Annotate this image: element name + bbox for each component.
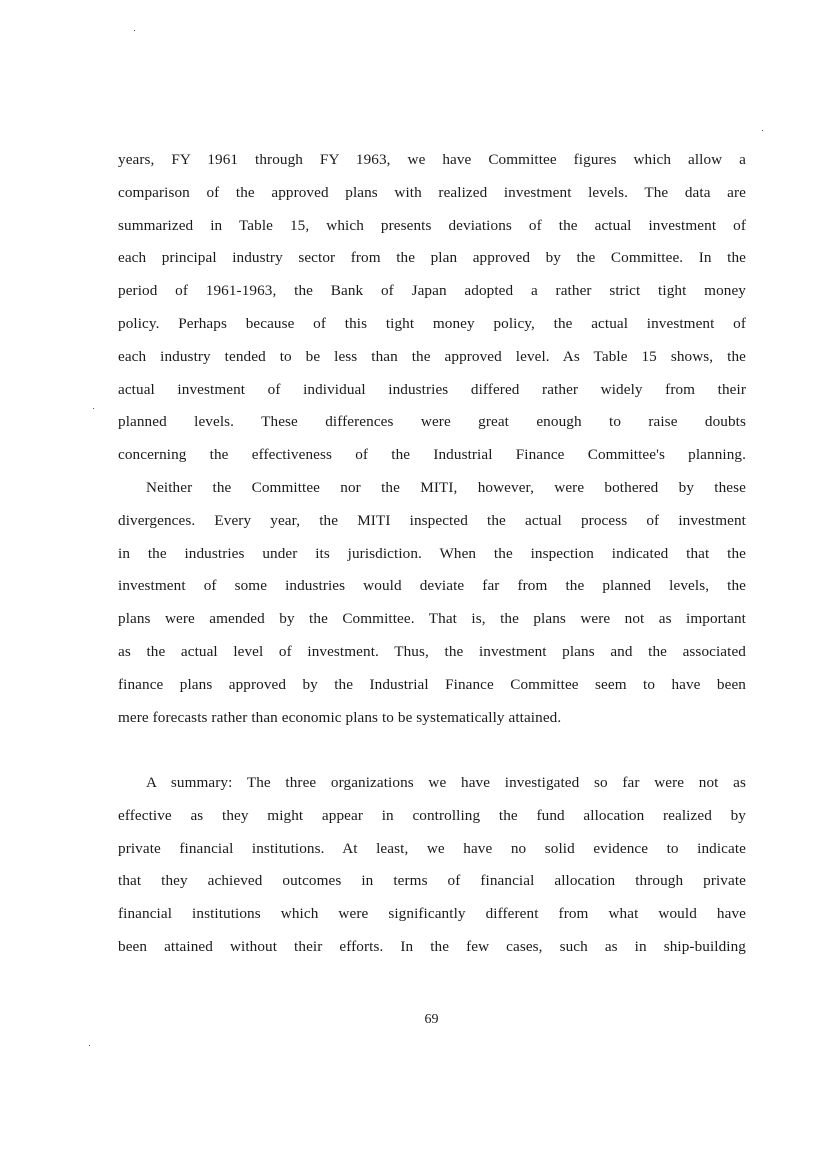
text-line: as the actual level of investment. Thus, the investment plans and the associated	[118, 642, 746, 660]
scan-speck	[134, 30, 135, 31]
text-line: in the industries under its jurisdiction. When the inspection indicated that the	[118, 544, 746, 562]
paragraph-1	[118, 144, 746, 472]
text-line: concerning the effectiveness of the Industrial Finance Committee's planning.	[118, 446, 746, 464]
text-line: planned levels. These differences were great enough to raise doubts	[118, 413, 746, 431]
paragraph-2	[118, 472, 746, 734]
text-line: finance plans approved by the Industrial Finance Committee seem to have been	[118, 675, 746, 693]
text-line: policy. Perhaps because of this tight money policy, the actual investment of	[118, 314, 746, 332]
text-line: effective as they might appear in controlling the fund allocation realized by	[118, 806, 746, 824]
text-line: years, FY 1961 through FY 1963, we have Committee figures which allow a	[118, 151, 746, 168]
scan-speck	[89, 1045, 90, 1046]
text-line: actual investment of individual industries differed rather widely from their	[118, 380, 746, 398]
text-line: mere forecasts rather than economic plans to be systematically attained.	[118, 708, 562, 726]
text-line: each principal industry sector from the plan approved by the Committee. In the	[118, 249, 746, 267]
text-line: Neither the Committee nor the MITI, however, were bothered by these	[146, 479, 746, 496]
text-line: been attained without their efforts. In the few cases, such as in ship-building	[118, 937, 746, 955]
text-line: period of 1961-1963, the Bank of Japan adopted a rather strict tight money	[118, 282, 746, 300]
page-number: 69	[424, 1012, 439, 1027]
text-line: private financial institutions. At least, we have no solid evidence to indicate	[118, 839, 746, 857]
scan-speck	[93, 408, 94, 409]
text-line: comparison of the approved plans with realized investment levels. The data are	[118, 183, 746, 201]
text-line: that they achieved outcomes in terms of financial allocation through private	[118, 872, 746, 890]
scan-speck	[762, 130, 763, 131]
text-line: plans were amended by the Committee. That is, the plans were not as important	[118, 610, 746, 628]
text-line: investment of some industries would deviate far from the planned levels, the	[118, 577, 746, 595]
text-line: summarized in Table 15, which presents deviations of the actual investment of	[118, 216, 746, 234]
text-line: financial institutions which were significantly different from what would have	[118, 905, 746, 923]
paragraph-3	[118, 767, 746, 964]
text-line: divergences. Every year, the MITI inspected the actual process of investment	[118, 511, 746, 529]
text-line: A summary: The three organizations we have investigated so far were not as	[146, 774, 746, 791]
text-line: each industry tended to be less than the approved level. As Table 15 shows, the	[118, 347, 746, 365]
